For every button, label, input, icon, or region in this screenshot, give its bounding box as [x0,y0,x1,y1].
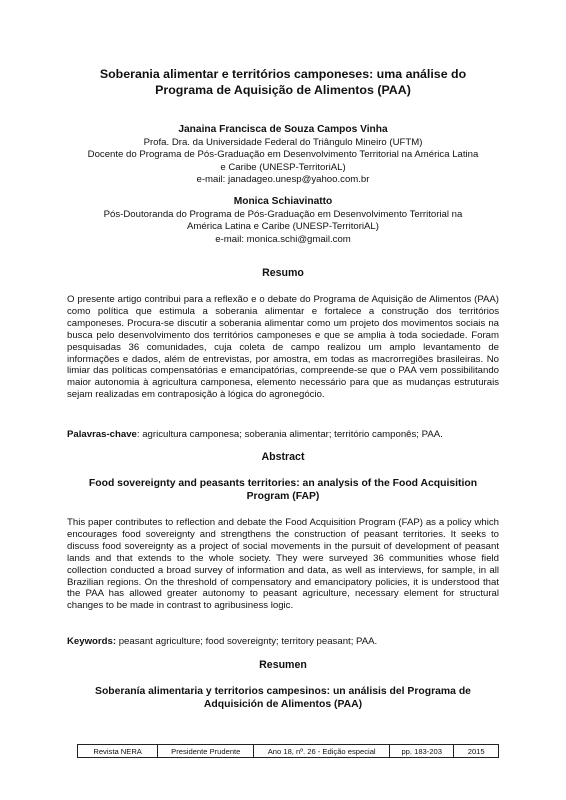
resumo-keywords [67,429,507,440]
author-email: e-mail: monica.schi@gmail.com [215,233,351,245]
keywords-text: peasant agriculture; food sovereignty; territory peasant; PAA. [116,636,378,647]
author-affiliation: Pós-Doutoranda do Programa de Pós-Graduação em Desenvolvimento Territorial na [103,208,463,220]
author-name: Janaina Francisca de Souza Campos Vinha [178,124,388,135]
resumen-title-line-1: Soberanía alimentaria y territorios campesinos: un análisis del Programa de [95,686,471,697]
footer-issue: Ano 18, nº. 26 - Edição especial [254,745,390,757]
resumo-text: O presente artigo contribui para a reflexão e o debate do Programa de Aquisição de Alimentos (PAA) como política que estimula a soberania alimentar e fortalece a construção dos territórios camponeses. Procura-se discutir a soberania alimentar como um projeto dos movimentos sociais na busca pelo desenvolvimento dos territórios camponeses e que se amplia à toda sociedade. Foram pesquisadas 36 comunidades, cuja coleta de campo realizou um amplo levantamento de informações e dados, além de entrevistas, por amostra, em todas as macrorregiões brasileiras. No limiar das políticas compensatórias e emancipatórias, compreende-se que o PAA vem possibilitando maior autonomia à agricultura camponesa, elemento necessário para que as mudanças estruturais sejam realizadas em contraposição à lógica do agronegócio. [67,294,499,401]
author-affiliation: Docente do Programa de Pós-Graduação em Desenvolvimento Territorial na América Latina [87,149,479,161]
keywords-text: : agricultura camponesa; soberania alimentar; território camponês; PAA. [136,429,443,440]
abstract-title-line-2: Program (FAP) [246,491,320,503]
author-name: Monica Schiavinatto [233,196,333,207]
keywords-label: Palavras-chave [67,429,137,440]
footer-pages: pp. 183-203 [390,745,454,757]
author-block-1 [40,124,526,187]
abstract-heading: Abstract [261,451,305,463]
resumo-heading: Resumo [262,267,304,279]
footer-year: 2015 [467,746,485,756]
abstract-text: This paper contributes to reflection and debate the Food Acquisition Program (FAP) as a policy which encourages food sovereignty and strengthens the construction of peasant territories. It seeks to discuss food sovereignty as a project of social movements in the pursuit of development of peasant lands and that extends to the whole society. They were surveyed 36 communities whose field collection conducted a broad survey of information and data, as well as interviews, for sample, in all Brazilian regions. On the threshold of compensatory and emancipatory policies, it is understood that the PAA has allowed greater autonomy to peasant agriculture, necessary element for structural changes to be made in contrast to agribusiness logic. [67,517,499,612]
author-affiliation: América Latina e Caribe (UNESP-TerritoriAL) [187,221,379,233]
author-affiliation: Profa. Dra. da Universidade Federal do Triângulo Mineiro (UFTM) [143,136,423,148]
abstract-title [60,477,506,504]
resumen-title-line-2: Adquisición de Alimentos (PAA) [203,699,363,711]
footer-citation-table [77,744,499,758]
abstract-keywords [67,636,507,647]
paper-title [60,66,506,98]
author-block-2 [40,196,526,246]
keywords-label: Keywords: [67,636,117,647]
author-email: e-mail: janadageo.unesp@yahoo.com.br [196,174,370,186]
resumen-title [60,685,506,712]
footer-city: Presidente Prudente [158,745,254,757]
author-affiliation: e Caribe (UNESP-TerritoriAL) [220,161,346,173]
title-line-1: Soberania alimentar e territórios camponeses: uma análise do [99,67,467,81]
footer-journal: Revista NERA [78,745,158,757]
resumen-heading: Resumen [259,659,307,671]
title-line-2: Programa de Aquisição de Alimentos (PAA) [155,83,411,97]
abstract-title-line-1: Food sovereignty and peasants territories: an analysis of the Food Acquisition [88,478,478,489]
